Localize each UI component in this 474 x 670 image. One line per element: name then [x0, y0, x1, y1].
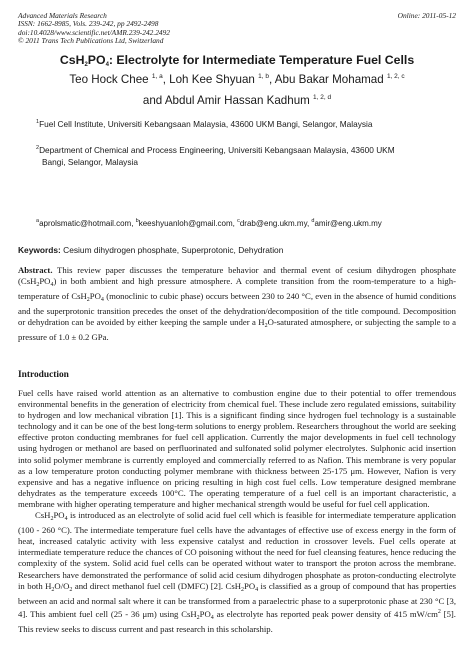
subscript: 2 — [69, 586, 73, 593]
subscript: 2 — [240, 586, 244, 593]
title-part: CsH — [59, 53, 85, 67]
email: drab@eng.ukm.my, — [239, 219, 312, 228]
abstract-text: PO — [89, 291, 101, 302]
text-run: /O — [60, 580, 70, 591]
subscript: 4 — [210, 614, 214, 621]
abstract-text: ) in both ambient and high pressure atmosphere. A complete transition from the room-temperature to a high-temperature of CsH — [18, 276, 456, 302]
emails-line — [36, 218, 456, 228]
abstract-text: PO — [39, 276, 51, 287]
keywords-text: Cesium dihydrogen phosphate, Superprotonic, Dehydration — [60, 245, 284, 255]
text-run: CsH — [35, 510, 51, 521]
affiliation-text: Department of Chemical and Process Engineering, Universiti Kebangsaan Malaysia, 43600 UKM — [39, 145, 395, 155]
author-name: Abdul Amir Hassan Kadhum — [164, 94, 310, 107]
text-run: is classified as a group of compound that has properties between an acid and normal salt where it can be transformed from a paraelectric phase to a superprotonic phase at 230 °C [3, 4]. This ambient fuel cell (25 - 36 μm) using CsH — [18, 580, 456, 619]
subscript: 2 — [50, 516, 54, 523]
affiliation-text: Fuel Cell Institute, Universiti Kebangsaan Malaysia, 43600 UKM Bangi, Selangor, Malaysia — [39, 119, 373, 129]
author-sup: 1, b — [258, 73, 269, 80]
paper-title — [0, 53, 474, 68]
copyright-line: © 2011 Trans Tech Publications Ltd, Switzerland — [18, 36, 164, 46]
doi-line: doi:10.4028/www.scientific.net/AMR.239-242.2492 — [18, 27, 170, 37]
abstract-text: This review paper discusses the temperature behavior and thermal event of cesium dihydrogen phosphate (CsH — [18, 265, 456, 287]
authors-line-2 — [0, 94, 474, 107]
author-sup: 1, a — [151, 73, 163, 80]
affiliation-text: Bangi, Selangor, Malaysia — [42, 156, 138, 167]
text-run: PO — [53, 510, 65, 521]
journal-name: Advanced Materials Research — [18, 11, 107, 20]
abstract — [18, 265, 456, 344]
subscript: 2 — [36, 282, 40, 289]
author-name: Abu Bakar Mohamad — [274, 73, 384, 86]
email: keeshyuanloh@gmail.com, — [138, 219, 238, 228]
title-part: : Electrolyte for Intermediate Temperature Fuel Cells — [108, 53, 415, 67]
text-run: and direct methanol fuel cell (DMFC) [2]. CsH — [72, 580, 241, 591]
abstract-label: Abstract. — [18, 265, 53, 275]
text-run: PO — [199, 608, 211, 619]
abstract-text: (monoclinic to cubic phase) occurs between 230 to 240 °C, even in the absence of humid conditions and the superprotonic transition precedes the onset of the dehydration/decomposition of the title compound. Decomposition or dehydration can be avoided by either keeping the sample under a H — [18, 291, 457, 328]
subscript: 2 — [264, 323, 268, 330]
email: aprolsmatic@hotmail.com, — [39, 219, 136, 228]
affiliation-sup: 1 — [36, 119, 40, 125]
email-sup: c — [237, 218, 240, 224]
section-heading-introduction: Introduction — [18, 370, 69, 380]
subscript: 4 — [50, 282, 54, 289]
author-and: and — [142, 94, 165, 107]
subscript: 2 — [196, 614, 200, 621]
paragraph: Fuel cells have raised world attention as an alternative to combustion engine due to their potential to offer tremendous environmental benefits in the generation of electricity from chemical fuel. These include zero regulated emissions, suitability to hydrogen and low mechanical vibration [1]. This is a significant finding since hydrogen fuel technology is a sustainable technology and it can be one of the best long-term solutions to energy problem. Researchers throughout the world are seeking effective proton conducting membranes for fuel cell application. Currently the major developments in fuel cell technology using hydrogen or methanol are based on perfluorinated and sulfonated solid polymer electrolytes. Sulphonic acid insertion into solid polymer membrane is currently employed and commercially referred to as Nafion. This membrane is very popular as a low temperature proton conducting polymer membrane with thickness between 25-175 μm. However, Nafion is very expensive and has a negative influence on pricing resulting in high cost fuel cells. Low temperature designed membrane dehydrates as the temperature exceeds 100°C. The operating temperature of a fuel cell is an important characteristic, a membrane with higher operating temperature and higher mechanical strength would be useful for fuel cell application. — [18, 388, 456, 509]
email: amir@eng.ukm.my — [314, 219, 382, 228]
keywords — [18, 245, 456, 255]
affiliation-sup: 2 — [36, 145, 40, 151]
title-part: PO — [87, 53, 106, 67]
author-separator: , — [162, 73, 170, 86]
email-sup: a — [36, 218, 40, 224]
issn-line: ISSN: 1662-8985, Vols. 239-242, pp 2492-2498 — [18, 19, 159, 29]
affiliation-2 — [36, 143, 456, 168]
text-run: O — [54, 580, 61, 591]
introduction-body — [18, 388, 456, 635]
subscript: 4 — [100, 297, 104, 304]
author-name: Teo Hock Chee — [69, 73, 149, 86]
text-run: PO — [243, 580, 256, 591]
subscript: 2 — [51, 586, 55, 593]
title-subscript: 2 — [84, 62, 88, 68]
title-subscript: 4 — [105, 62, 109, 68]
paragraph — [18, 510, 456, 635]
text-run: [5]. This review seeks to discuss current and past research in this scholarship. — [18, 608, 456, 634]
author-name: Loh Kee Shyuan — [169, 73, 255, 86]
affiliation-1 — [36, 117, 456, 131]
authors-line-1 — [0, 73, 474, 86]
author-sup: 1, 2, d — [313, 94, 332, 101]
subscript: 2 — [86, 297, 90, 304]
abstract-text: O-saturated atmosphere, or subjecting the sample to a pressure of 1.0 ± 0.2 GPa. — [18, 317, 456, 343]
journal-header — [18, 12, 456, 46]
online-date: Online: 2011-05-12 — [397, 11, 456, 20]
email-sup: b — [135, 218, 139, 224]
text-run: is introduced as an electrolyte of solid acid fuel cell which is feasible for intermediate temperature application (100 - 260 °C). The intermediate temperature fuel cells have the advantages of effective use of excess energy in the form of heat, increased catalytic activity with less expensive catalyst and reduction in crossover levels. Fuel cells operate at intermediate temperature reduce the chances of CO poisoning without the need for fuel cleansing features, hence reducing the complexity of the system. Solid acid fuel cells can be operated without water to transport the proton across the membrane. Researchers have demonstrated the performance of solid acid cesium dihydrogen phosphate as proton-conducting electrolyte in both H — [18, 510, 456, 591]
email-sup: d — [311, 218, 315, 224]
subscript: 4 — [255, 586, 259, 593]
subscript: 4 — [64, 516, 68, 523]
keywords-label: Keywords: — [18, 245, 61, 255]
text-run: as electrolyte has reported peak power density of 415 mW/cm — [213, 608, 438, 619]
author-sup: 1, 2, c — [386, 73, 405, 80]
author-separator: , — [268, 73, 275, 86]
superscript: 2 — [437, 608, 441, 615]
